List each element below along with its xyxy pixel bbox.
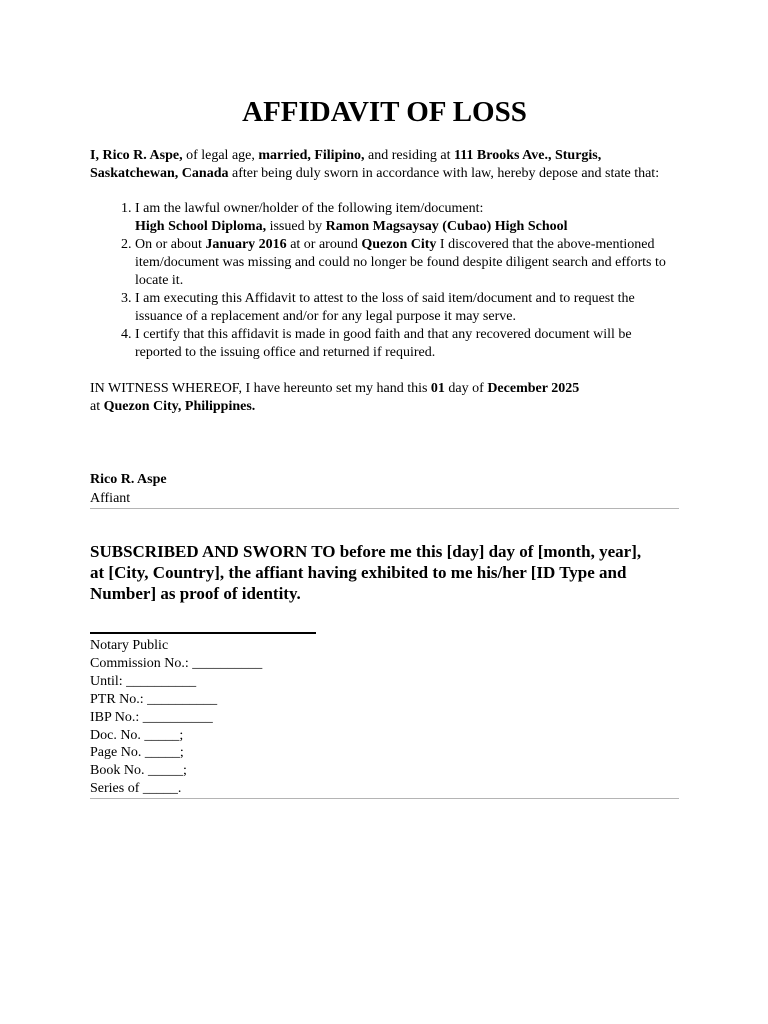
notary-until: Until: __________: [90, 673, 197, 689]
issued-by-text: issued by: [266, 219, 326, 234]
notary-ptr: PTR No.: __________: [90, 691, 218, 707]
intro-text-3: after being duly sworn in accordance with law, hereby depose and state that:: [228, 166, 660, 181]
jurat-line-2: at [City, Country], the affiant having exhibited to me his/her [ID Type and: [90, 563, 627, 582]
notary-title: Notary Public: [90, 638, 169, 653]
affiant-role: Affiant: [90, 491, 131, 506]
witness-month-year: December 2025: [487, 381, 580, 396]
statement-item-1: [135, 200, 679, 236]
intro-text-2: and residing at: [364, 148, 454, 163]
statement-2-text-3: I discovered that the above-mentioned item/document was missing and could no longer be found despite diligent search and efforts to locate it.: [135, 237, 666, 288]
witness-day: 01: [430, 381, 445, 396]
statement-list: [90, 200, 679, 362]
document-issuer: Ramon Magsaysay (Cubao) High School: [325, 219, 568, 234]
statement-item-4: 4. I certify that this affidavit is made in good faith and that any recovered document will be reported to the issuing office and returned if required.: [135, 326, 679, 362]
footer-divider: [90, 798, 679, 799]
witness-text-1: IN WITNESS WHEREOF, I have hereunto set my hand this: [90, 381, 431, 396]
notary-block: [90, 632, 679, 798]
statement-item-2: [135, 236, 679, 290]
statement-2-text-2: at or around: [286, 237, 362, 252]
intro-paragraph: [90, 147, 679, 183]
document-body: [90, 94, 679, 799]
statement-item-3: 3. I am executing this Affidavit to attest to the loss of said item/document and to request the issuance of a replacement and/or for any legal purpose it may serve.: [135, 290, 679, 326]
jurat-paragraph: [90, 541, 679, 604]
affiant-signature-block: [90, 470, 679, 508]
statement-2-text-1: On or about: [135, 237, 206, 252]
witness-paragraph: [90, 380, 679, 416]
affiant-name-intro: Rico R. Aspe,: [102, 148, 183, 163]
lost-document: High School Diploma,: [135, 219, 267, 234]
witness-text-2: day of: [444, 381, 488, 396]
affiant-address: 111 Brooks Ave., Sturgis, Saskatchewan, Canada: [90, 148, 602, 181]
notary-ibp: IBP No.: __________: [90, 709, 213, 725]
civil-status: married, Filipino,: [258, 148, 365, 163]
witness-text-3: at: [90, 399, 104, 414]
section-divider: [90, 508, 679, 509]
notary-signature-line: [90, 632, 316, 634]
witness-place: Quezon City, Philippines.: [103, 399, 256, 414]
affiant-name: Rico R. Aspe: [90, 472, 167, 487]
notary-doc-no: Doc. No. _____;: [90, 727, 184, 743]
document-title: AFFIDAVIT OF LOSS: [242, 96, 527, 128]
jurat-line-1: SUBSCRIBED AND SWORN TO before me this [day] day of [month, year],: [90, 542, 642, 561]
notary-series: Series of _____.: [90, 781, 182, 797]
jurat-line-3: Number] as proof of identity.: [90, 584, 301, 603]
intro-pronoun: I,: [90, 148, 103, 163]
loss-place: Quezon City: [361, 237, 437, 252]
loss-date: January 2016: [205, 237, 287, 252]
notary-commission: Commission No.: __________: [90, 655, 263, 671]
intro-text-1: of legal age,: [182, 148, 259, 163]
notary-page-no: Page No. _____;: [90, 745, 184, 761]
statement-1-line: I am the lawful owner/holder of the following item/document:: [135, 201, 484, 216]
notary-book-no: Book No. _____;: [90, 763, 187, 779]
